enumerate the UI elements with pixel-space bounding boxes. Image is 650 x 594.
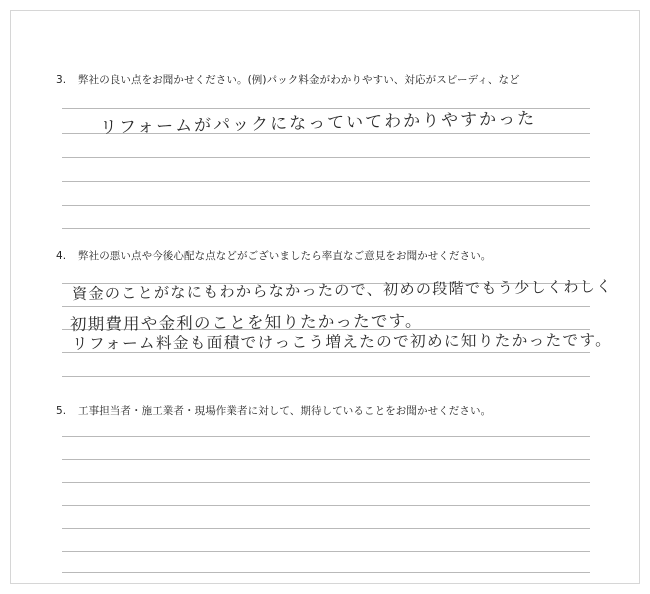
answer-line — [62, 376, 590, 377]
handwritten-answer-4-line-2: 初期費用や金利のことを知りたかったです。 — [69, 311, 423, 334]
question-4 — [56, 248, 491, 263]
answer-line — [62, 482, 590, 483]
question-4-number: 4. — [56, 250, 67, 262]
answer-line — [62, 551, 590, 552]
answer-line — [62, 157, 590, 158]
answer-line — [62, 572, 590, 573]
answer-line — [62, 528, 590, 529]
answer-line — [62, 436, 590, 437]
answer-line — [62, 181, 590, 182]
question-4-text: 弊社の悪い点や今後心配な点などがございましたら率直なご意見をお聞かせください。 — [78, 250, 492, 262]
answer-line — [62, 306, 590, 307]
question-3-number: 3. — [56, 74, 67, 86]
question-5 — [56, 403, 491, 418]
question-3 — [56, 72, 520, 87]
question-5-text: 工事担当者・施工業者・現場作業者に対して、期待していることをお聞かせください。 — [78, 405, 492, 417]
answer-line — [62, 205, 590, 206]
handwritten-answer-4-line-1: 資金のことがなにもわからなかったので、初めの段階でもう少しくわしく — [71, 277, 613, 303]
handwritten-answer-4-line-3: リフォーム料金も面積でけっこう増えたので初めに知りたかったです。 — [71, 330, 613, 353]
answer-line — [62, 505, 590, 506]
handwritten-answer-3-line-1: リフォームがパックになっていてわかりやすかった — [99, 108, 537, 138]
question-5-number: 5. — [56, 405, 67, 417]
question-3-text: 弊社の良い点をお聞かせください。(例)パック料金がわかりやすい、対応がスピーディ、など — [78, 74, 520, 86]
answer-line — [62, 228, 590, 229]
answer-line — [62, 459, 590, 460]
